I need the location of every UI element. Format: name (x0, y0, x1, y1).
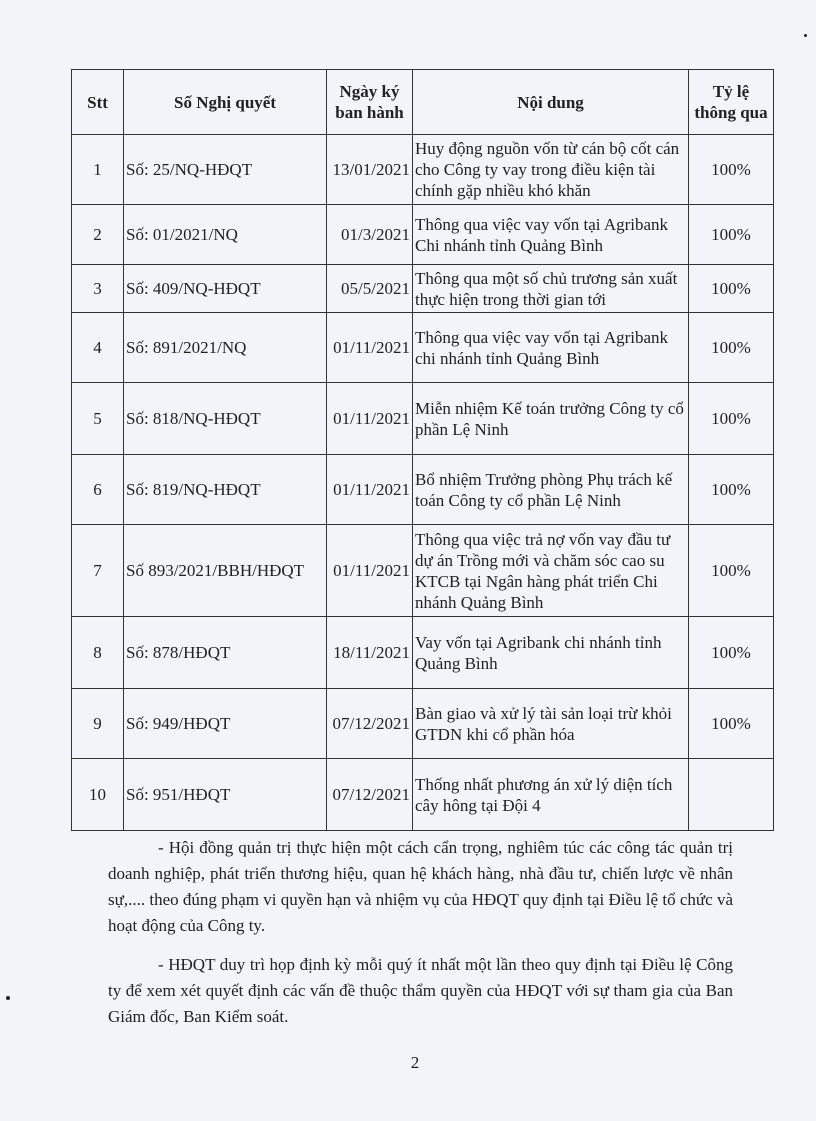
table-row (72, 617, 774, 689)
row-date: 01/3/2021 (327, 205, 413, 265)
row-number: Số: 878/HĐQT (124, 617, 327, 689)
paragraph-board-meetings: - HĐQT duy trì họp định kỳ mỗi quý ít nhất một lần theo quy định tại Điều lệ Công ty để xem xét quyết định các vấn đề thuộc thẩm quyền của HĐQT với sự tham gia của Ban Giám đốc, Ban Kiểm soát. (108, 955, 733, 1026)
row-content: Thông qua việc vay vốn tại Agribank Chi nhánh tỉnh Quảng Bình (413, 205, 689, 265)
row-rate: 100% (689, 689, 774, 759)
row-number: Số 893/2021/BBH/HĐQT (124, 525, 327, 617)
table-row (72, 455, 774, 525)
row-number: Số: 25/NQ-HĐQT (124, 135, 327, 205)
table-row (72, 135, 774, 205)
row-date: 01/11/2021 (327, 313, 413, 383)
row-content: Huy động nguồn vốn từ cán bộ cốt cán cho Công ty vay trong điều kiện tài chính gặp nhiều khó khăn (413, 135, 689, 205)
row-number: Số: 409/NQ-HĐQT (124, 265, 327, 313)
table-row (72, 313, 774, 383)
row-stt: 7 (72, 525, 124, 617)
table-header-row (72, 70, 774, 135)
table-row (72, 205, 774, 265)
row-content: Vay vốn tại Agribank chi nhánh tỉnh Quảng Bình (413, 617, 689, 689)
row-rate: 100% (689, 205, 774, 265)
table-body (72, 135, 774, 831)
row-date: 07/12/2021 (327, 759, 413, 831)
header-rate-line1: Tỷ lệ (712, 82, 750, 101)
resolutions-table (71, 69, 774, 831)
row-stt: 6 (72, 455, 124, 525)
scan-speck (804, 34, 807, 37)
header-content: Nội dung (413, 70, 689, 135)
row-content: Bổ nhiệm Trưởng phòng Phụ trách kế toán Công ty cổ phần Lệ Ninh (413, 455, 689, 525)
row-rate: 100% (689, 455, 774, 525)
row-rate (689, 759, 774, 831)
header-date (327, 70, 413, 135)
row-number: Số: 819/NQ-HĐQT (124, 455, 327, 525)
header-stt: Stt (72, 70, 124, 135)
row-content: Miễn nhiệm Kế toán trưởng Công ty cổ phần Lệ Ninh (413, 383, 689, 455)
paragraph-board-duties: - Hội đồng quản trị thực hiện một cách cẩn trọng, nghiêm túc các công tác quản trị doanh nghiệp, phát triển thương hiệu, quan hệ khách hàng, nhà đầu tư, chiến lược về nhân sự,.... theo đúng phạm vi quyền hạn và nhiệm vụ của HĐQT quy định tại Điều lệ tổ chức và hoạt động của Công ty. (108, 838, 733, 935)
table-row (72, 525, 774, 617)
row-stt: 10 (72, 759, 124, 831)
row-number: Số: 949/HĐQT (124, 689, 327, 759)
row-rate: 100% (689, 525, 774, 617)
header-rate-line2: thông qua (694, 103, 768, 122)
row-content: Thông qua việc vay vốn tại Agribank chi nhánh tỉnh Quảng Bình (413, 313, 689, 383)
page-number: 2 (410, 1053, 420, 1072)
row-stt: 1 (72, 135, 124, 205)
row-content: Thông qua việc trả nợ vốn vay đầu tư dự án Trồng mới và chăm sóc cao su KTCB tại Ngân hàng phát triển Chi nhánh Quảng Bình (413, 525, 689, 617)
row-date: 18/11/2021 (327, 617, 413, 689)
table-row (72, 383, 774, 455)
row-stt: 2 (72, 205, 124, 265)
header-date-line1: Ngày ký (339, 82, 400, 101)
table-row (72, 265, 774, 313)
header-rate (689, 70, 774, 135)
row-content: Thông qua một số chủ trương sản xuất thực hiện trong thời gian tới (413, 265, 689, 313)
row-number: Số: 01/2021/NQ (124, 205, 327, 265)
row-rate: 100% (689, 617, 774, 689)
row-content: Thống nhất phương án xử lý diện tích cây hông tại Đội 4 (413, 759, 689, 831)
row-stt: 3 (72, 265, 124, 313)
row-stt: 4 (72, 313, 124, 383)
row-stt: 8 (72, 617, 124, 689)
row-rate: 100% (689, 313, 774, 383)
row-date: 01/11/2021 (327, 455, 413, 525)
table-row (72, 689, 774, 759)
header-date-line2: ban hành (335, 103, 404, 122)
row-number: Số: 951/HĐQT (124, 759, 327, 831)
row-number: Số: 891/2021/NQ (124, 313, 327, 383)
row-date: 01/11/2021 (327, 525, 413, 617)
row-date: 01/11/2021 (327, 383, 413, 455)
row-stt: 5 (72, 383, 124, 455)
row-number: Số: 818/NQ-HĐQT (124, 383, 327, 455)
scan-speck (6, 996, 10, 1000)
row-rate: 100% (689, 383, 774, 455)
row-date: 07/12/2021 (327, 689, 413, 759)
row-content: Bàn giao và xử lý tài sản loại trừ khỏi GTDN khi cổ phần hóa (413, 689, 689, 759)
header-number: Số Nghị quyết (124, 70, 327, 135)
row-date: 13/01/2021 (327, 135, 413, 205)
row-rate: 100% (689, 135, 774, 205)
table-row (72, 759, 774, 831)
row-date: 05/5/2021 (327, 265, 413, 313)
row-rate: 100% (689, 265, 774, 313)
row-stt: 9 (72, 689, 124, 759)
